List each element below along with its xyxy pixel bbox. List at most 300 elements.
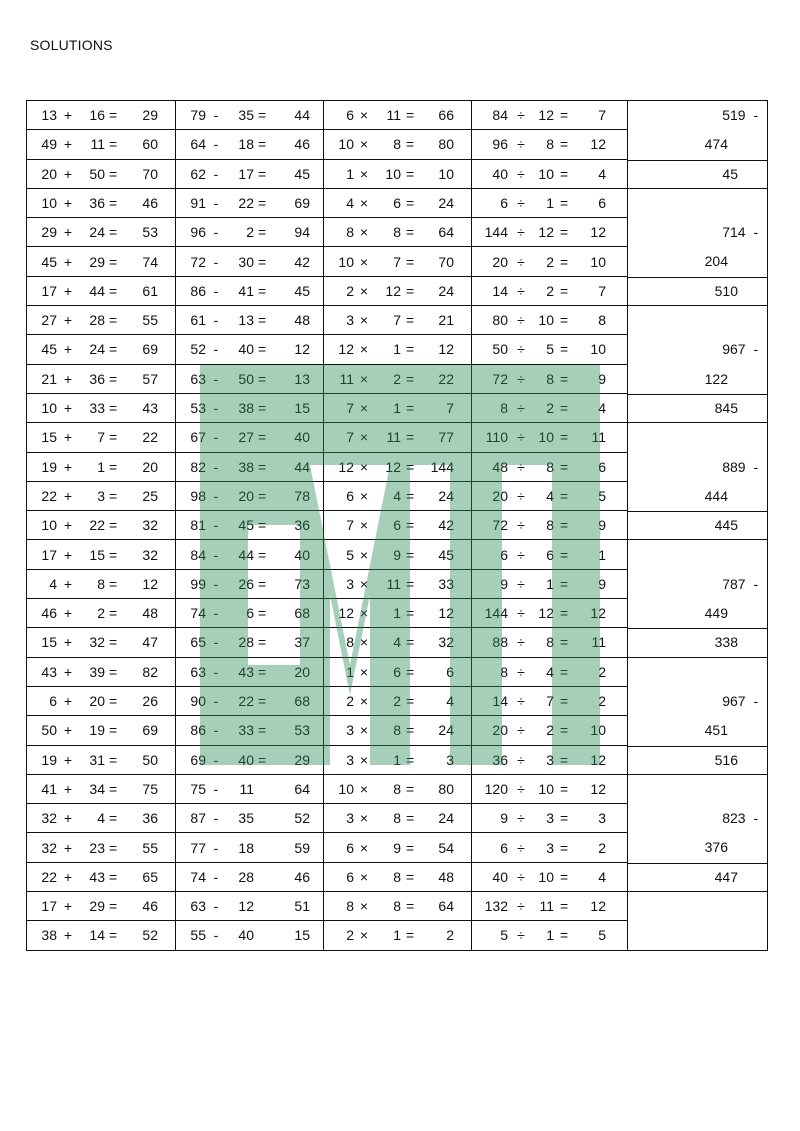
equals-sign: = [406, 282, 415, 299]
operator-sign: + [63, 517, 73, 534]
operand-a: 96 [190, 224, 206, 241]
equation-row [472, 248, 627, 277]
equation-row [27, 160, 175, 189]
operand-b: 11 [90, 136, 105, 153]
equals-sign: = [560, 282, 569, 299]
operand-a: 3 [346, 312, 354, 329]
column-subtraction-column [627, 101, 768, 950]
equation-row [176, 687, 323, 716]
answer-value: 46 [142, 194, 158, 211]
equals-sign: = [109, 487, 118, 504]
operand-b: 2 [393, 370, 401, 387]
subtrahend: 122 [704, 370, 728, 387]
operand-a: 20 [492, 722, 508, 739]
operand-a: 86 [190, 722, 206, 739]
operator-sign: + [63, 224, 73, 241]
operand-b: 39 [89, 663, 105, 680]
equals-sign: = [258, 663, 267, 680]
answer-value: 144 [430, 458, 454, 475]
operator-sign: + [63, 253, 73, 270]
answer-value: 69 [142, 341, 158, 358]
operator-sign: + [63, 663, 73, 680]
operand-a: 46 [41, 605, 57, 622]
equation-row [472, 101, 627, 130]
operand-a: 63 [190, 898, 206, 915]
operand-a: 10 [338, 253, 354, 270]
operand-b: 9 [393, 839, 401, 856]
operator-sign: × [359, 546, 369, 563]
equals-sign: = [406, 370, 415, 387]
operand-a: 84 [492, 107, 508, 123]
operator-sign: + [63, 634, 73, 651]
subtrahend: 449 [704, 605, 728, 622]
subtrahend: 474 [704, 136, 728, 153]
operand-a: 12 [338, 605, 354, 622]
equation-row [176, 394, 323, 423]
answer-value: 3 [598, 810, 606, 827]
operand-a: 17 [41, 282, 57, 299]
equals-sign: = [109, 839, 118, 856]
operand-b: 33 [238, 722, 254, 739]
operand-a: 2 [346, 927, 354, 944]
equals-sign: = [406, 898, 415, 915]
operand-b: 40 [238, 751, 254, 768]
subtraction-column [175, 101, 323, 950]
operand-a: 77 [190, 839, 206, 856]
answer-value: 57 [142, 370, 158, 387]
equation-row [324, 130, 471, 159]
operand-b: 40 [238, 927, 254, 944]
answer-divider [628, 628, 768, 629]
equals-sign: = [109, 810, 118, 827]
equation-row [176, 248, 323, 277]
operand-b: 9 [393, 546, 401, 563]
operand-b: 10 [538, 780, 554, 797]
operand-a: 3 [346, 810, 354, 827]
operand-b: 22 [238, 693, 254, 709]
answer-value: 46 [142, 898, 158, 915]
operand-b: 28 [238, 868, 254, 885]
operator-sign: - [213, 663, 219, 680]
operator-sign: × [359, 780, 369, 797]
equation-row [27, 716, 175, 745]
operand-b: 7 [97, 429, 105, 446]
equation-row [176, 335, 323, 364]
operand-b: 2 [546, 722, 554, 739]
operand-b: 35 [238, 107, 254, 123]
equals-sign: = [258, 194, 267, 211]
operand-b: 31 [89, 751, 105, 768]
operand-b: 29 [89, 253, 105, 270]
operand-b: 43 [89, 868, 105, 885]
equation-row [176, 921, 323, 950]
operator-sign: - [213, 282, 219, 299]
operand-a: 22 [41, 487, 57, 504]
equation-row [324, 423, 471, 452]
equation-row [27, 394, 175, 423]
operator-sign: ÷ [517, 605, 525, 622]
equation-row [176, 541, 323, 570]
equals-sign: = [406, 780, 415, 797]
operand-b: 6 [393, 663, 401, 680]
operand-a: 12 [338, 341, 354, 358]
equals-sign: = [258, 341, 267, 358]
operator-sign: + [63, 546, 73, 563]
answer-value: 12 [590, 605, 606, 622]
answer-value: 20 [142, 458, 158, 475]
operand-b: 11 [386, 429, 401, 446]
equals-sign: = [258, 400, 267, 416]
answer-value: 11 [591, 634, 606, 651]
equation-row [27, 453, 175, 482]
equation-row [472, 658, 627, 687]
equation-row [176, 218, 323, 247]
answer-value: 4 [598, 868, 606, 885]
equals-sign: = [258, 693, 267, 709]
operand-b: 8 [546, 634, 554, 651]
equals-sign: = [560, 839, 569, 856]
operand-b: 11 [386, 575, 401, 592]
answer-value: 36 [294, 517, 310, 534]
equation-row [472, 365, 627, 394]
operand-a: 110 [485, 429, 508, 446]
equals-sign: = [406, 224, 415, 241]
operand-b: 13 [238, 312, 254, 329]
operand-a: 9 [500, 810, 508, 827]
equals-sign: = [258, 282, 267, 299]
operand-b: 20 [89, 693, 105, 709]
equation-row [324, 365, 471, 394]
equals-sign: = [406, 546, 415, 563]
answer-value: 4 [598, 400, 606, 416]
operand-a: 91 [190, 194, 206, 211]
operand-b: 19 [89, 722, 105, 739]
operator-sign: - [213, 312, 219, 329]
minuend: 714 - [722, 224, 758, 241]
operand-b: 1 [393, 341, 401, 358]
difference: 845 [714, 399, 738, 416]
answer-divider [628, 511, 768, 512]
answer-value: 45 [294, 165, 310, 182]
equation-row [324, 834, 471, 863]
equals-sign: = [109, 634, 118, 651]
operand-b: 29 [89, 898, 105, 915]
equals-sign: = [406, 839, 415, 856]
operator-sign: + [63, 898, 73, 915]
operand-a: 19 [41, 751, 57, 768]
operator-sign: + [63, 400, 73, 416]
equals-sign: = [109, 282, 118, 299]
answer-value: 46 [294, 868, 310, 885]
operand-b: 22 [89, 517, 105, 534]
answer-value: 45 [294, 282, 310, 299]
equation-row [472, 541, 627, 570]
operator-sign: - [213, 487, 219, 504]
operand-b: 8 [97, 575, 105, 592]
equals-sign: = [560, 370, 569, 387]
operand-b: 4 [546, 663, 554, 680]
operand-a: 32 [41, 810, 57, 827]
operator-sign: - [213, 634, 219, 651]
answer-value: 68 [294, 693, 310, 709]
operand-b: 17 [238, 165, 254, 182]
operator-sign: - [213, 165, 219, 182]
operator-sign: × [359, 165, 369, 182]
equals-sign: = [406, 751, 415, 768]
answer-value: 12 [590, 136, 606, 153]
equals-sign: = [560, 751, 569, 768]
answer-value: 6 [446, 663, 454, 680]
operator-sign: - [213, 400, 219, 416]
answer-value: 13 [294, 370, 310, 387]
operand-b: 8 [546, 136, 554, 153]
equation-row [324, 189, 471, 218]
operand-a: 20 [41, 165, 57, 182]
difference: 447 [714, 868, 738, 885]
answer-divider [628, 277, 768, 278]
answer-value: 12 [590, 751, 606, 768]
operand-a: 9 [500, 575, 508, 592]
operand-b: 1 [546, 927, 554, 944]
operator-sign: - [213, 517, 219, 534]
equals-sign: = [109, 194, 118, 211]
answer-value: 12 [294, 341, 310, 358]
addition-column [27, 101, 175, 950]
operator-sign: + [63, 575, 73, 592]
minuend: 967 - [722, 341, 758, 358]
equals-sign: = [258, 751, 267, 768]
answer-value: 10 [590, 341, 606, 358]
equals-sign: = [560, 927, 569, 944]
answer-value: 33 [438, 575, 454, 592]
equals-sign: = [560, 194, 569, 211]
operator-sign: × [359, 312, 369, 329]
equation-row [324, 335, 471, 364]
operand-a: 13 [41, 107, 57, 123]
answer-value: 50 [142, 751, 158, 768]
operand-a: 72 [190, 253, 206, 270]
operand-a: 144 [484, 605, 508, 622]
answer-value: 45 [438, 546, 454, 563]
operand-b: 38 [238, 400, 254, 416]
operator-sign: ÷ [517, 868, 525, 885]
equals-sign: = [560, 868, 569, 885]
equals-sign: = [406, 458, 415, 475]
equation-row [472, 892, 627, 921]
answer-value: 4 [446, 693, 454, 709]
equation-row [324, 658, 471, 687]
answer-value: 53 [294, 722, 310, 739]
operand-a: 55 [190, 927, 206, 944]
answer-value: 2 [598, 839, 606, 856]
operator-sign: ÷ [517, 224, 525, 241]
answer-value: 12 [590, 780, 606, 797]
equals-sign: = [560, 224, 569, 241]
operand-b: 1 [393, 605, 401, 622]
operand-a: 2 [346, 693, 354, 709]
equals-sign: = [406, 810, 415, 827]
equals-sign: = [406, 194, 415, 211]
equals-sign: = [109, 341, 118, 358]
answer-divider [628, 863, 768, 864]
equals-sign: = [109, 575, 118, 592]
operand-a: 22 [41, 868, 57, 885]
operand-a: 19 [41, 458, 57, 475]
operand-a: 4 [346, 194, 354, 211]
answer-value: 7 [598, 107, 606, 123]
answer-value: 20 [294, 663, 310, 680]
answer-value: 32 [142, 517, 158, 534]
answer-value: 2 [446, 927, 454, 944]
equals-sign: = [560, 546, 569, 563]
operand-a: 6 [346, 107, 354, 123]
operand-a: 2 [346, 282, 354, 299]
answer-value: 9 [598, 575, 606, 592]
equals-sign: = [109, 751, 118, 768]
equals-sign: = [109, 605, 118, 622]
operand-a: 7 [346, 429, 354, 446]
operand-b: 23 [89, 839, 105, 856]
answer-value: 15 [294, 927, 310, 944]
column-subtraction-problem [628, 335, 768, 423]
column-subtraction-problem [628, 804, 768, 892]
difference: 510 [714, 282, 738, 299]
equation-row [472, 453, 627, 482]
equals-sign: = [109, 253, 118, 270]
equation-row [27, 541, 175, 570]
operand-b: 7 [546, 693, 554, 709]
equation-row [27, 482, 175, 511]
operator-sign: + [63, 136, 73, 153]
equation-row [472, 863, 627, 892]
equals-sign: = [560, 693, 569, 709]
answer-value: 26 [142, 693, 158, 709]
minuend: 519 - [722, 107, 758, 123]
equation-row [27, 277, 175, 306]
operator-sign: + [63, 312, 73, 329]
operator-sign: × [359, 253, 369, 270]
operator-sign: × [359, 722, 369, 739]
operator-sign: - [213, 194, 219, 211]
answer-value: 70 [142, 165, 158, 182]
minuend: 967 - [722, 693, 758, 709]
equation-row [324, 775, 471, 804]
operand-b: 24 [89, 224, 105, 241]
equals-sign: = [560, 722, 569, 739]
operator-sign: + [63, 868, 73, 885]
equation-row [472, 306, 627, 335]
operator-sign: × [359, 898, 369, 915]
equation-row [176, 423, 323, 452]
equals-sign: = [258, 253, 267, 270]
equation-row [472, 775, 627, 804]
operator-sign: ÷ [517, 517, 525, 534]
operand-b: 4 [393, 634, 401, 651]
operand-b: 3 [97, 487, 105, 504]
operand-a: 120 [484, 780, 508, 797]
answer-value: 44 [294, 458, 310, 475]
operator-sign: × [359, 839, 369, 856]
equation-row [27, 921, 175, 950]
operand-a: 20 [492, 253, 508, 270]
operand-b: 8 [393, 136, 401, 153]
operand-b: 10 [538, 429, 554, 446]
operand-b: 5 [546, 341, 554, 358]
equals-sign: = [109, 722, 118, 739]
operator-sign: - [213, 605, 219, 622]
equation-row [324, 921, 471, 950]
equals-sign: = [406, 634, 415, 651]
operand-b: 8 [393, 868, 401, 885]
answer-divider [628, 160, 768, 161]
operator-sign: × [359, 136, 369, 153]
operand-b: 20 [238, 487, 254, 504]
operand-a: 8 [346, 224, 354, 241]
equation-row [472, 218, 627, 247]
answer-value: 37 [294, 634, 310, 651]
operator-sign: × [359, 458, 369, 475]
operand-a: 132 [484, 898, 508, 915]
operator-sign: - [213, 780, 219, 797]
operand-b: 40 [238, 341, 254, 358]
operand-a: 98 [190, 487, 206, 504]
answer-value: 60 [142, 136, 158, 153]
answer-value: 42 [438, 517, 454, 534]
operand-b: 27 [238, 429, 254, 446]
answer-value: 9 [598, 370, 606, 387]
equals-sign: = [406, 663, 415, 680]
operand-a: 6 [346, 839, 354, 856]
operand-a: 11 [339, 370, 354, 387]
operator-sign: ÷ [517, 253, 525, 270]
equation-row [176, 628, 323, 657]
equation-row [324, 482, 471, 511]
equals-sign: = [560, 253, 569, 270]
answer-value: 5 [598, 927, 606, 944]
operand-b: 32 [89, 634, 105, 651]
operand-a: 84 [190, 546, 206, 563]
equals-sign: = [560, 663, 569, 680]
equals-sign: = [406, 517, 415, 534]
equation-row [176, 746, 323, 775]
operand-b: 30 [238, 253, 254, 270]
equals-sign: = [258, 224, 267, 241]
equals-sign: = [258, 575, 267, 592]
operator-sign: ÷ [517, 575, 525, 592]
operand-b: 12 [538, 224, 554, 241]
operand-a: 8 [500, 400, 508, 416]
equation-row [176, 834, 323, 863]
equals-sign: = [109, 898, 118, 915]
equals-sign: = [406, 868, 415, 885]
operand-a: 7 [346, 517, 354, 534]
minuend: 823 - [722, 810, 758, 827]
operand-b: 50 [89, 165, 105, 182]
operand-a: 43 [41, 663, 57, 680]
operand-b: 18 [238, 839, 254, 856]
equals-sign: = [560, 605, 569, 622]
operand-a: 96 [492, 136, 508, 153]
equals-sign: = [560, 898, 569, 915]
equals-sign: = [406, 136, 415, 153]
operand-a: 74 [190, 868, 206, 885]
operator-sign: + [63, 370, 73, 387]
equals-sign: = [406, 927, 415, 944]
operator-sign: + [63, 605, 73, 622]
equation-row [472, 335, 627, 364]
operator-sign: - [213, 927, 219, 944]
equation-row [324, 628, 471, 657]
